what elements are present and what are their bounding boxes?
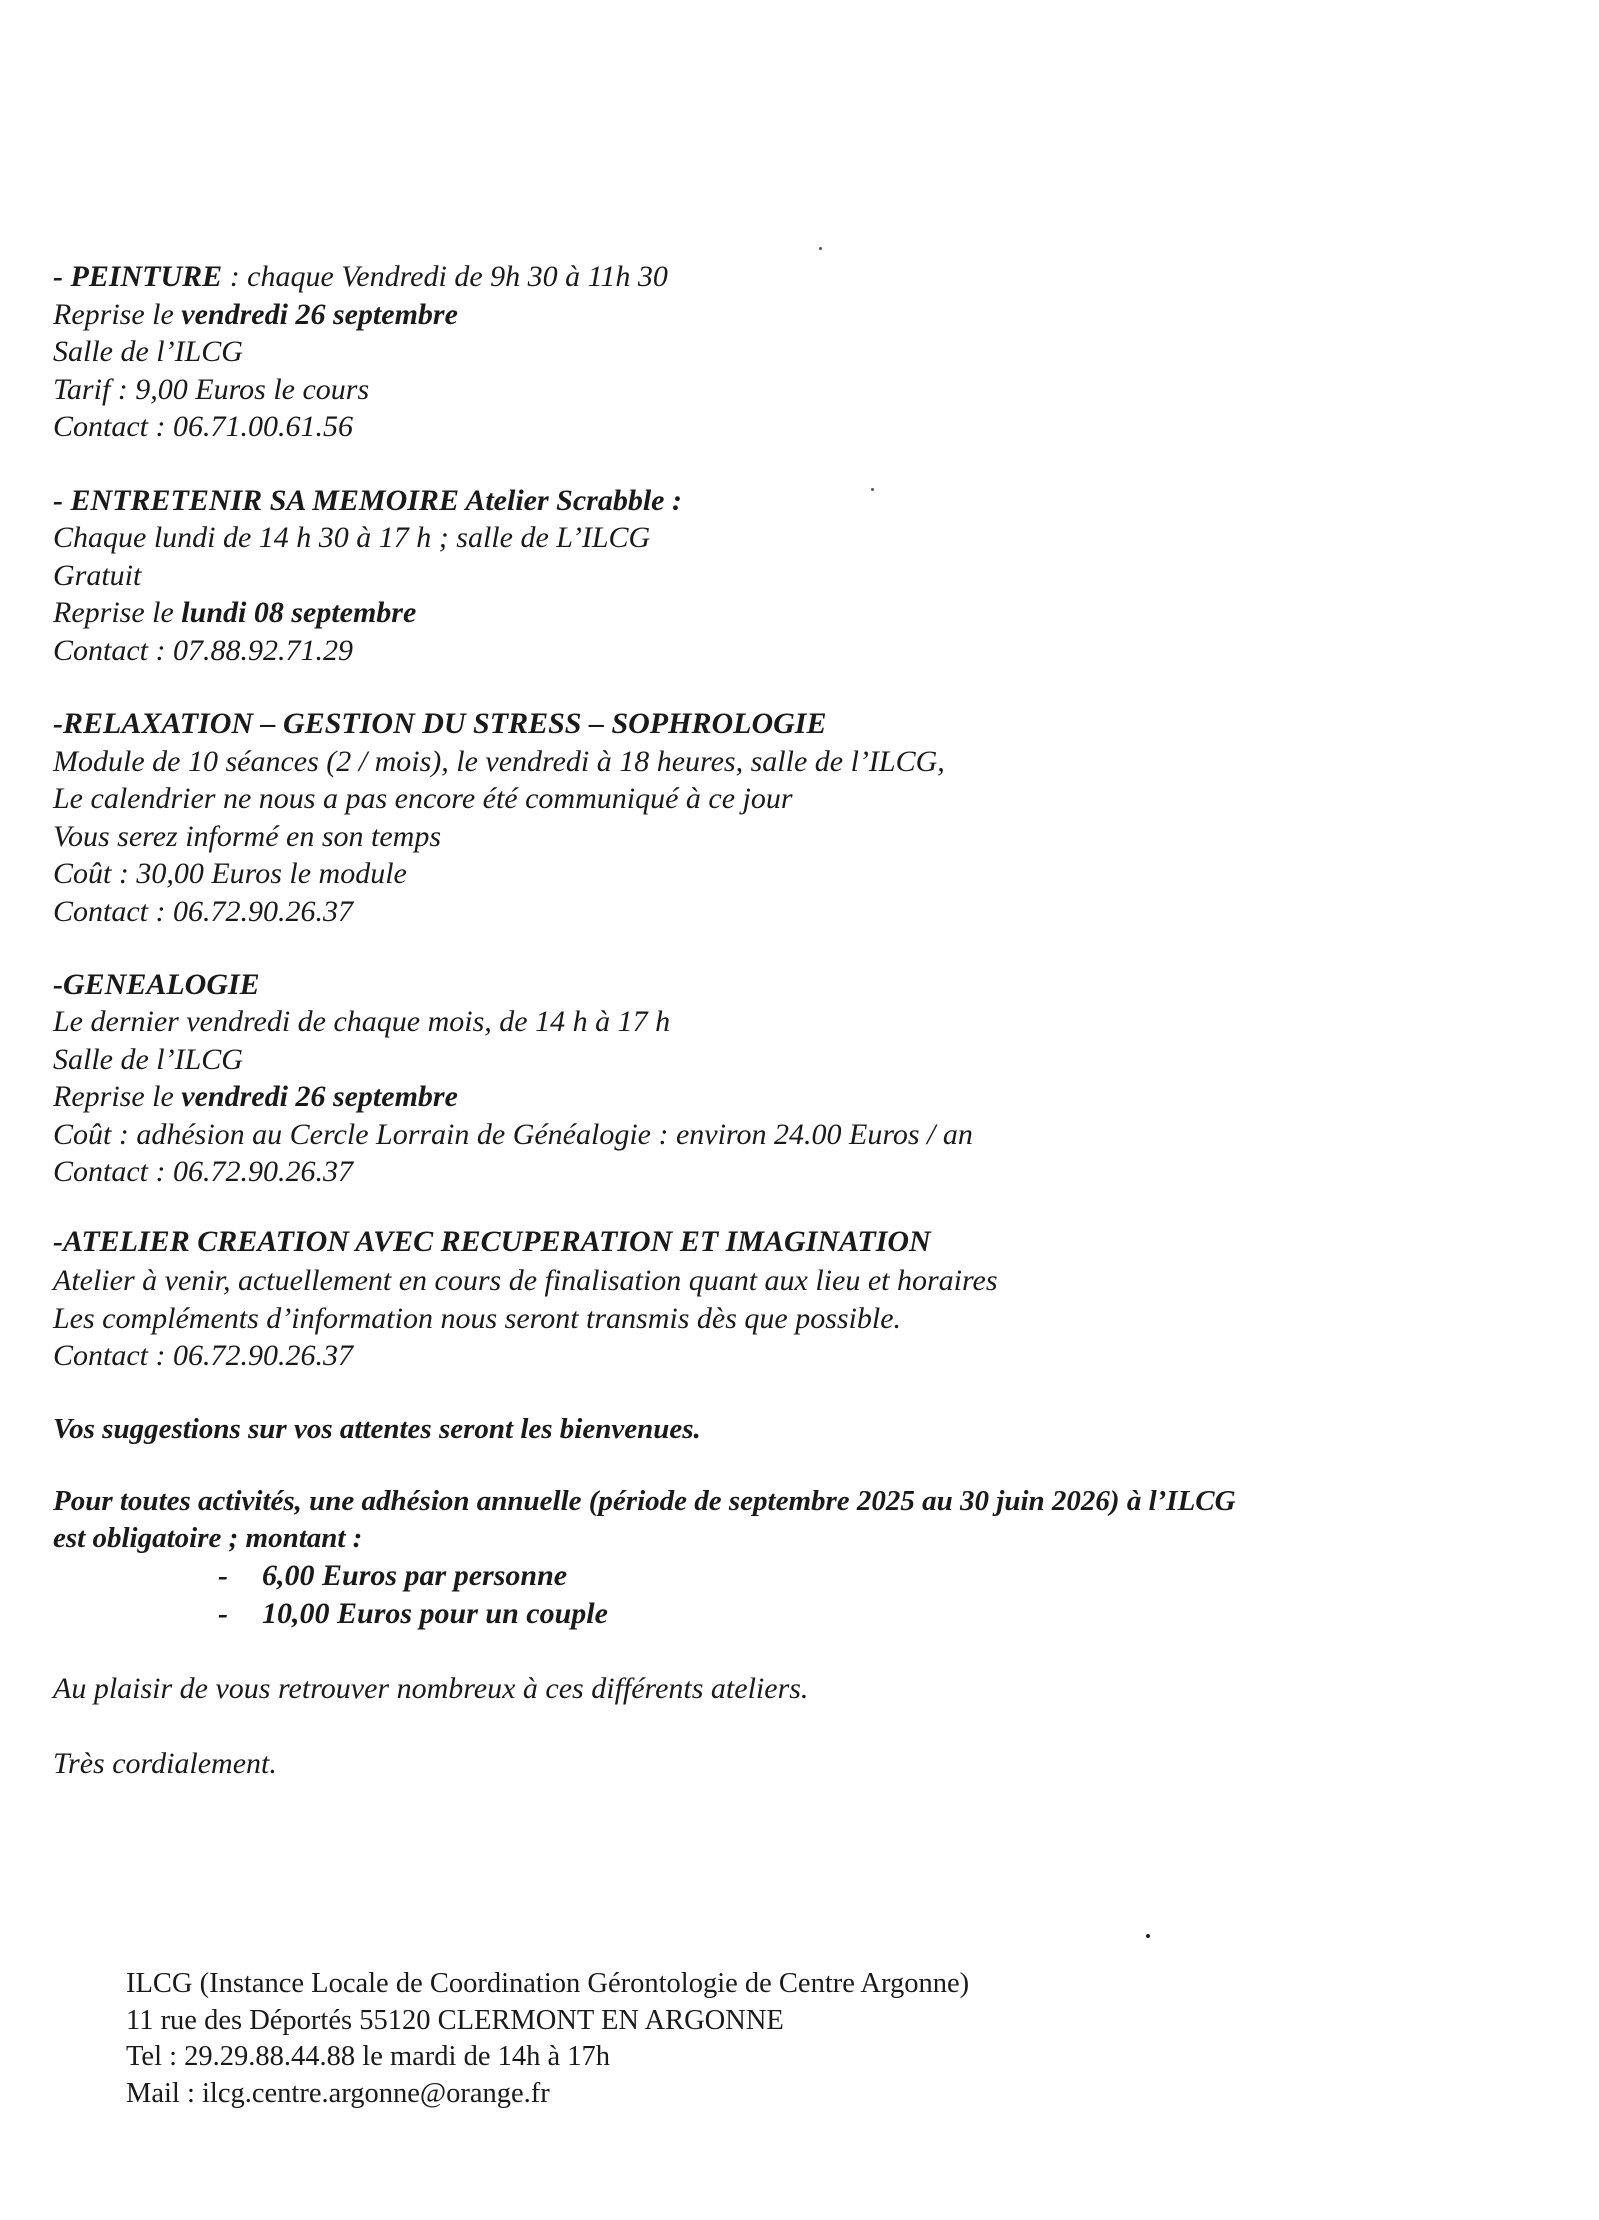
scan-speck [1146,1934,1150,1938]
section-line: Vous serez informé en son temps [53,820,442,853]
section-title-relaxation: -RELAXATION – GESTION DU STRESS – SOPHROLOGIE [53,707,827,740]
footer-email: Mail : ilcg.centre.argonne@orange.fr [126,2078,550,2109]
section-title-genealogie: -GENEALOGIE [53,968,260,1001]
section-line: Salle de l’ILCG [53,1043,243,1076]
section-line: Gratuit [53,559,142,592]
section-line: Module de 10 séances (2 / mois), le vendredi à 18 heures, salle de l’ILCG, [53,745,945,778]
footer-phone: Tel : 29.29.88.44.88 le mardi de 14h à 17h [126,2041,610,2072]
section-line: Les compléments d’information nous seront transmis dès que possible. [53,1302,902,1335]
closing-greeting: Très cordialement. [53,1747,277,1780]
section-line: Reprise le vendredi 26 septembre [53,298,458,331]
section-line: Le dernier vendredi de chaque mois, de 14 h à 17 h [53,1005,671,1038]
section-line: Reprise le vendredi 26 septembre [53,1080,458,1113]
price-per-person: 6,00 Euros par personne [262,1559,568,1592]
section-line: Contact : 06.71.00.61.56 [53,410,353,443]
section-line: Reprise le lundi 08 septembre [53,596,417,629]
scan-speck [871,488,874,491]
closing-line: Au plaisir de vous retrouver nombreux à ces différents ateliers. [53,1672,809,1705]
footer-organization: ILCG (Instance Locale de Coordination Gérontologie de Centre Argonne) [126,1968,970,1999]
price-per-couple: 10,00 Euros pour un couple [262,1597,608,1630]
section-title-peinture: - PEINTURE : chaque Vendredi de 9h 30 à 11h 30 [53,260,668,293]
section-line: Coût : 30,00 Euros le module [53,857,407,890]
section-line: Tarif : 9,00 Euros le cours [53,373,370,406]
footer-address: 11 rue des Déportés 55120 CLERMONT EN ARGONNE [126,2005,784,2036]
section-line: Contact : 06.72.90.26.37 [53,1339,353,1372]
section-line: Contact : 06.72.90.26.37 [53,895,353,928]
section-title-atelier-creation: -ATELIER CREATION AVEC RECUPERATION ET IMAGINATION [53,1225,931,1258]
section-line: Le calendrier ne nous a pas encore été communiqué à ce jour [53,782,793,815]
section-line: Coût : adhésion au Cercle Lorrain de Généalogie : environ 24.00 Euros / an [53,1118,973,1151]
scan-speck [819,247,822,250]
section-line: Contact : 06.72.90.26.37 [53,1155,353,1188]
bullet-dash: - [218,1597,228,1630]
section-line: Contact : 07.88.92.71.29 [53,634,353,667]
section-title-memoire: - ENTRETENIR SA MEMOIRE Atelier Scrabble : [53,484,682,517]
section-line: Salle de l’ILCG [53,335,243,368]
bullet-dash: - [218,1559,228,1592]
adhesion-line-1: Pour toutes activités, une adhésion annuelle (période de septembre 2025 au 30 juin 2026) à l’ILCG [53,1485,1236,1517]
section-line: Chaque lundi de 14 h 30 à 17 h ; salle de L’ILCG [53,521,651,554]
adhesion-line-2: est obligatoire ; montant : [53,1522,363,1554]
section-line: Atelier à venir, actuellement en cours de finalisation quant aux lieu et horaires [53,1264,998,1297]
suggestions-note: Vos suggestions sur vos attentes seront les bienvenues. [53,1413,701,1445]
